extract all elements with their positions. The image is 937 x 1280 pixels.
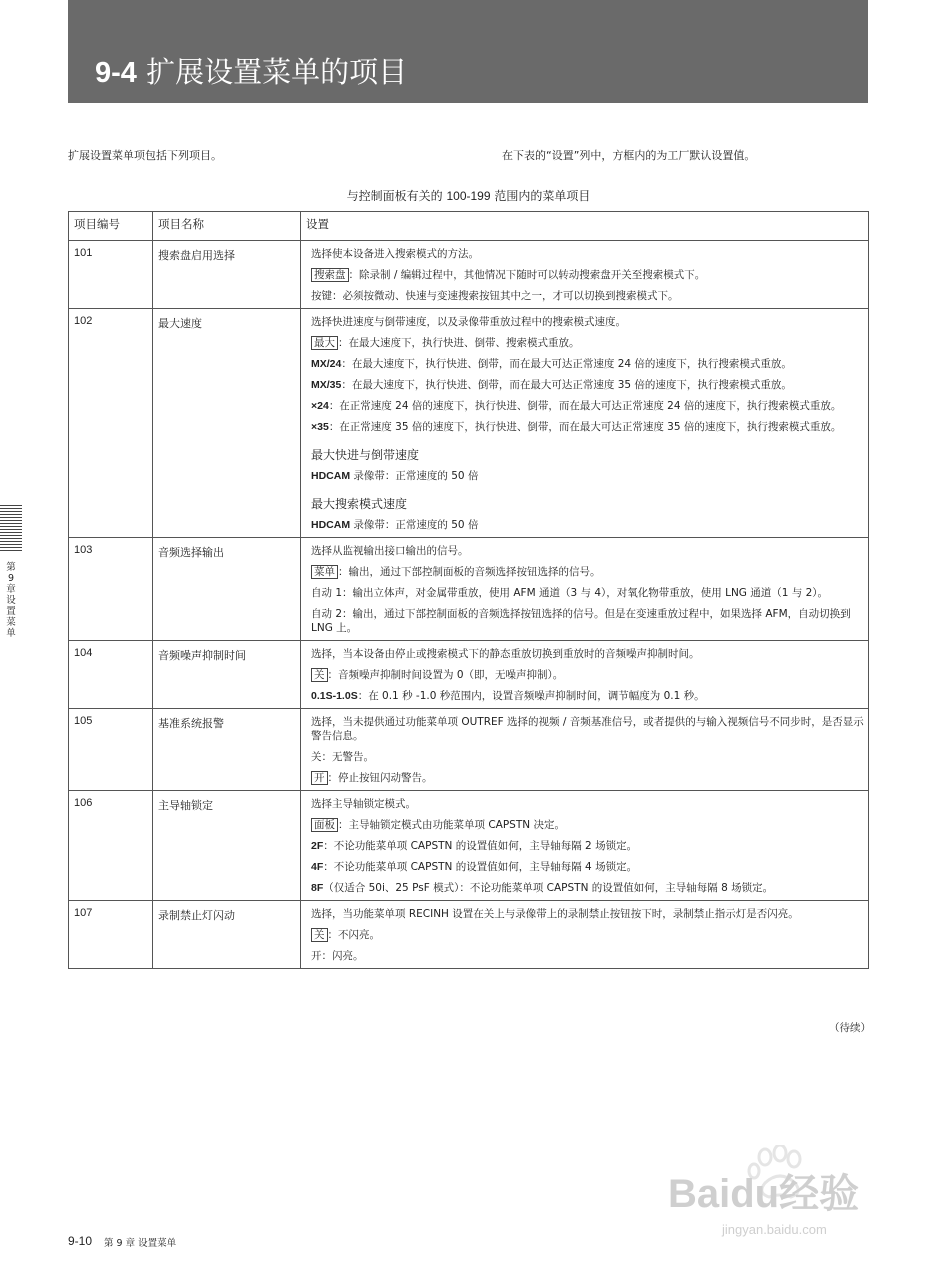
option-value: HDCAM: [311, 519, 351, 531]
setting-line: [311, 336, 864, 350]
option-description: ：在最大速度下，执行快进、倒带、搜索模式重放。: [338, 337, 580, 349]
chapter-tab-stripes: [0, 505, 22, 551]
setting-line: [311, 378, 864, 392]
setting-line: [311, 928, 864, 942]
option-description: ：音频噪声抑制时间设置为 0（即，无噪声抑制）。: [327, 669, 564, 681]
item-number: 106: [69, 791, 153, 901]
intro-note: 在下表的“设置”列中，方框内的为工厂默认设置值。: [502, 149, 756, 162]
option-description: （仅适合 50i、25 PsF 模式）：不论功能菜单项 CAPSTN 的设置值如何，主导轴每隔 8 场锁定。: [323, 882, 774, 894]
section-number: 9-4: [95, 57, 137, 89]
option-description: ：不论功能菜单项 CAPSTN 的设置值如何，主导轴每隔 2 场锁定。: [323, 840, 638, 852]
option-description: 录像带：正常速度的 50 倍: [350, 470, 479, 482]
option-description: 自动 2：输出，通过下部控制面板的音频选择按钮选择的信号。但是在变速重放过程中，如果选择 AFM，自动切换到 LNG 上。: [311, 608, 851, 634]
header-item-name: 项目名称: [153, 212, 301, 241]
item-number: 102: [69, 309, 153, 538]
page-number: 9-10: [68, 1234, 93, 1248]
option-description: 按键：必须按微动、快速与变速搜索按钮其中之一，才可以切换到搜索模式下。: [311, 290, 679, 302]
option-description: ：除录制 / 编辑过程中，其他情况下随时可以转动搜索盘开关至搜索模式下。: [348, 269, 706, 281]
default-value-box: 关: [311, 668, 328, 682]
setting-line: [311, 797, 864, 811]
setting-line: [311, 469, 864, 483]
setting-line: [311, 860, 864, 874]
item-setting: [301, 538, 869, 641]
setting-line: [311, 607, 864, 635]
watermark-text: Baidu经验: [668, 1172, 860, 1216]
option-value: HDCAM: [311, 470, 351, 482]
option-description: ：主导轴锁定模式由功能菜单项 CAPSTN 决定。: [338, 819, 565, 831]
option-description: 选择从监视输出接口输出的信号。: [311, 545, 469, 557]
option-description: 选择主导轴锁定模式。: [311, 798, 416, 810]
table-row: [69, 791, 869, 901]
table-row: [69, 241, 869, 309]
setting-line: [311, 565, 864, 579]
watermark-url: jingyan.baidu.com: [722, 1222, 827, 1237]
setting-line: [311, 544, 864, 558]
setting-line: [311, 399, 864, 413]
caption-pre: 与控制面板有关的: [346, 189, 443, 203]
item-setting: [301, 901, 869, 969]
menu-items-table: [68, 211, 869, 969]
setting-line: [311, 907, 864, 921]
option-description: 选择快进速度与倒带速度，以及录像带重放过程中的搜索模式速度。: [311, 316, 626, 328]
item-name: 最大速度: [153, 309, 301, 538]
setting-line: [311, 420, 864, 434]
option-value: 8F: [311, 882, 324, 894]
default-value-box: 面板: [311, 818, 338, 832]
option-value: MX/24: [311, 358, 342, 370]
setting-line: [311, 715, 864, 743]
option-description: ：在 0.1 秒 -1.0 秒范围内，设置音频噪声抑制时间，调节幅度为 0.1 秒。: [357, 690, 705, 702]
option-description: 自动 1：输出立体声，对金属带重放，使用 AFM 通道（3 与 4），对氧化物带重放，使用 LNG 通道（1 与 2）。: [311, 587, 829, 599]
option-description: ：不论功能菜单项 CAPSTN 的设置值如何，主导轴每隔 4 场锁定。: [323, 861, 638, 873]
table-row: [69, 641, 869, 709]
setting-line: [311, 750, 864, 764]
setting-line: [311, 881, 864, 895]
item-name: 音频选择输出: [153, 538, 301, 641]
setting-line: [311, 647, 864, 661]
item-name: 搜索盘启用选择: [153, 241, 301, 309]
setting-line: [311, 247, 864, 261]
item-setting: [301, 241, 869, 309]
item-number: 101: [69, 241, 153, 309]
table-header-row: [69, 212, 869, 241]
option-description: ：在正常速度 24 倍的速度下，执行快进、倒带，而在最大可达正常速度 24 倍的速度下，执行搜索模式重放。: [328, 400, 842, 412]
setting-line: [311, 268, 864, 282]
continued-note: （待续）: [829, 1022, 871, 1034]
setting-line: [311, 357, 864, 371]
caption-range: 100-199: [446, 189, 491, 203]
chapter-side-label: 第9章 设置菜单: [6, 562, 16, 639]
item-name: 基准系统报警: [153, 709, 301, 791]
item-setting: [301, 709, 869, 791]
item-name: 录制禁止灯闪动: [153, 901, 301, 969]
option-description: 录像带：正常速度的 50 倍: [350, 519, 479, 531]
option-value: 4F: [311, 861, 324, 873]
option-value: 0.1S-1.0S: [311, 690, 358, 702]
default-value-box: 最大: [311, 336, 338, 350]
option-description: 选择使本设备进入搜索模式的方法。: [311, 248, 479, 260]
table-row: [69, 901, 869, 969]
default-value-box: 搜索盘: [311, 268, 349, 282]
header-bar: [68, 0, 868, 103]
table-caption: [0, 187, 937, 204]
setting-line: [311, 289, 864, 303]
option-description: 开：闪亮。: [311, 950, 364, 962]
setting-line: [311, 586, 864, 600]
section-title: 扩展设置菜单的项目: [146, 55, 408, 89]
item-number: 104: [69, 641, 153, 709]
item-name: 主导轴锁定: [153, 791, 301, 901]
option-description: ：在最大速度下，执行快进、倒带，而在最大可达正常速度 35 倍的速度下，执行搜索模式重放。: [341, 379, 792, 391]
caption-post: 范围内的菜单项目: [494, 189, 591, 203]
option-value: ×35: [311, 421, 329, 433]
option-value: ×24: [311, 400, 329, 412]
header-item-number: 项目编号: [69, 212, 153, 241]
item-number: 103: [69, 538, 153, 641]
default-value-box: 关: [311, 928, 328, 942]
option-description: 选择，当功能菜单项 RECINH 设置在关上与录像带上的录制禁止按钮按下时，录制禁止指示灯是否闪亮。: [311, 908, 799, 920]
setting-subheading: 最大快进与倒带速度: [311, 448, 420, 462]
setting-line: [311, 818, 864, 832]
item-setting: [301, 309, 869, 538]
option-value: 2F: [311, 840, 324, 852]
default-value-box: 开: [311, 771, 328, 785]
option-description: 选择，当未提供通过功能菜单项 OUTREF 选择的视频 / 音频基准信号，或者提供的与输入视频信号不同步时，是否显示警告信息。: [311, 716, 864, 742]
item-name: 音频噪声抑制时间: [153, 641, 301, 709]
intro-text: 扩展设置菜单项包括下列项目。: [68, 149, 222, 162]
option-description: ：输出，通过下部控制面板的音频选择按钮选择的信号。: [338, 566, 601, 578]
setting-line: [311, 315, 864, 329]
option-description: ：停止按钮闪动警告。: [327, 772, 433, 784]
option-description: 选择，当本设备由停止或搜索模式下的静态重放切换到重放时的音频噪声抑制时间。: [311, 648, 700, 660]
option-description: 关：无警告。: [311, 751, 374, 763]
option-value: MX/35: [311, 379, 342, 391]
default-value-box: 菜单: [311, 565, 338, 579]
footer-chapter: 第 9 章 设置菜单: [104, 1238, 177, 1249]
setting-line: [311, 949, 864, 963]
item-setting: [301, 791, 869, 901]
option-description: ：在最大速度下，执行快进、倒带，而在最大可达正常速度 24 倍的速度下，执行搜索模式重放。: [341, 358, 792, 370]
setting-line: [311, 689, 864, 703]
header-setting: 设置: [301, 212, 869, 241]
page-title: [95, 55, 408, 89]
setting-subheading: 最大搜索模式速度: [311, 497, 408, 511]
table-row: [69, 709, 869, 791]
setting-line: [311, 771, 864, 785]
setting-line: [311, 839, 864, 853]
item-number: 107: [69, 901, 153, 969]
item-number: 105: [69, 709, 153, 791]
table-row: [69, 538, 869, 641]
table-row: [69, 309, 869, 538]
setting-line: [311, 668, 864, 682]
option-description: ：不闪亮。: [327, 929, 380, 941]
item-setting: [301, 641, 869, 709]
setting-line: [311, 518, 864, 532]
option-description: ：在正常速度 35 倍的速度下，执行快进、倒带，而在最大可达正常速度 35 倍的速度下，执行搜索模式重放。: [328, 421, 842, 433]
